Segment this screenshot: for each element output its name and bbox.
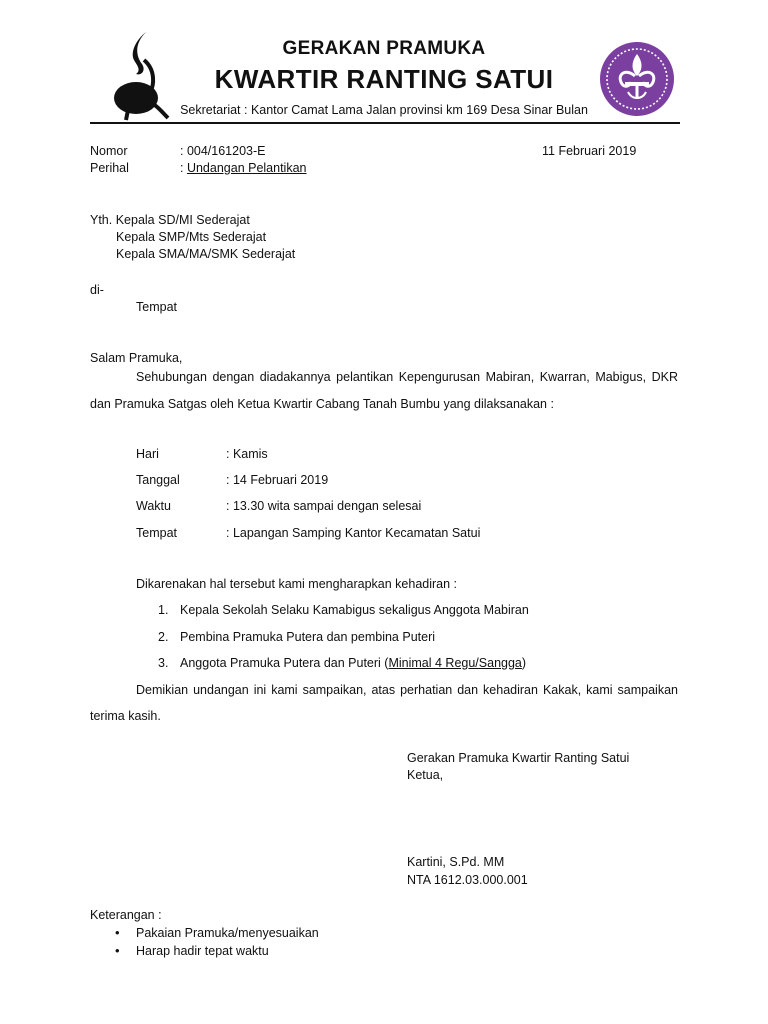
expectation-intro: Dikarenakan hal tersebut kami mengharapkan kehadiran : (136, 577, 458, 591)
perihal-value: Undangan Pelantikan (186, 161, 307, 175)
detail-hari-value: : Kamis (226, 447, 268, 461)
recipient-line-2: Kepala SMP/Mts Sederajat (116, 230, 267, 244)
signature-nta: NTA 1612.03.000.001 (407, 873, 528, 887)
list-item-1-text: Kepala Sekolah Selaku Kamabigus sekaligus Anggota Mabiran (180, 603, 529, 617)
list-item-3-text (180, 656, 526, 670)
signature-org: Gerakan Pramuka Kwartir Ranting Satui (407, 751, 630, 765)
closing-line-1: Demikian undangan ini kami sampaikan, atas perhatian dan kehadiran Kakak, kami sampaikan (136, 683, 678, 697)
signature-role: Ketua, (407, 768, 444, 782)
org-name-main: KWARTIR RANTING SATUI (214, 64, 554, 94)
signature-name: Kartini, S.Pd. MM (407, 855, 505, 869)
org-name-top: GERAKAN PRAMUKA (282, 38, 486, 59)
list-item-3-number: 3. (158, 656, 169, 670)
notes-item-1: Pakaian Pramuka/menyesuaikan (136, 926, 319, 940)
list-item-3-text-underlined: Minimal 4 Regu/Sangga (388, 656, 522, 670)
perihal-label: Perihal (90, 161, 129, 175)
list-item-2-number: 2. (158, 630, 169, 644)
closing-line-2: terima kasih. (90, 709, 161, 723)
letter-date: 11 Februari 2019 (542, 144, 637, 158)
paragraph-1-line-2: dan Pramuka Satgas oleh Ketua Kwartir Cabang Tanah Bumbu yang dilaksanakan : (90, 397, 554, 411)
nomor-label: Nomor (90, 144, 128, 158)
detail-tempat-label: Tempat (136, 526, 177, 540)
header-divider (90, 122, 680, 124)
recipient-line-1: Yth. Kepala SD/MI Sederajat (90, 213, 250, 227)
notes-bullet-2: • (115, 943, 120, 958)
detail-tanggal-value: : 14 Februari 2019 (226, 473, 329, 487)
list-item-3-text-start: Anggota Pramuka Putera dan Puteri ( (180, 656, 389, 670)
fleur-de-lis-emblem (598, 40, 676, 118)
list-item-2-text: Pembina Pramuka Putera dan pembina Puteri (180, 630, 436, 644)
detail-tanggal-label: Tanggal (136, 473, 180, 487)
list-item-1-number: 1. (158, 603, 169, 617)
detail-hari-label: Hari (136, 447, 159, 461)
recipient-di: di- (90, 283, 104, 297)
perihal-colon: : (180, 161, 187, 175)
notes-item-2: Harap hadir tepat waktu (136, 944, 269, 958)
perihal-line (180, 161, 307, 175)
nomor-value: : 004/161203-E (180, 144, 266, 158)
recipient-tempat: Tempat (136, 300, 177, 314)
paragraph-1-line-1: Sehubungan dengan diadakannya pelantikan Kepengurusan Mabiran, Kwarran, Mabigus, DKR (136, 370, 678, 384)
detail-waktu-value: : 13.30 wita sampai dengan selesai (226, 499, 422, 513)
org-address: Sekretariat : Kantor Camat Lama Jalan provinsi km 169 Desa Sinar Bulan (180, 103, 588, 117)
notes-title: Keterangan : (90, 908, 162, 922)
detail-waktu-label: Waktu (136, 499, 171, 513)
recipient-line-3: Kepala SMA/MA/SMK Sederajat (116, 247, 296, 261)
greeting: Salam Pramuka, (90, 351, 183, 365)
detail-tempat-value: : Lapangan Samping Kantor Kecamatan Satui (226, 526, 481, 540)
notes-bullet-1: • (115, 925, 120, 940)
list-item-3-text-end: ) (521, 656, 527, 670)
